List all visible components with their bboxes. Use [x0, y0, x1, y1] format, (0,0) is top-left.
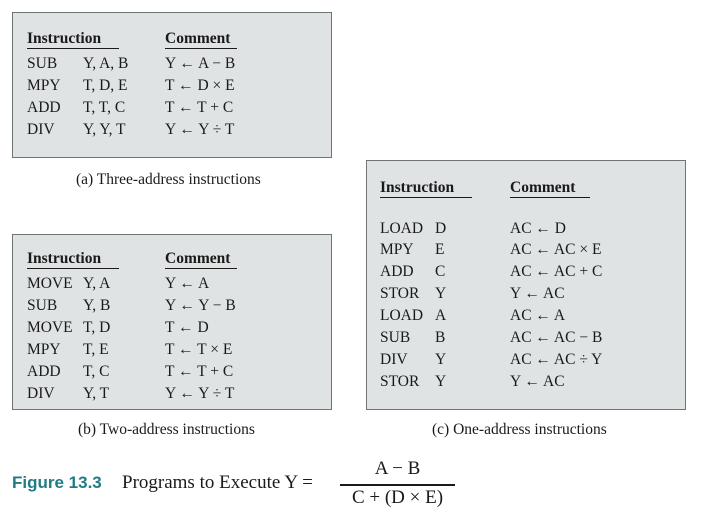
- panel-one-address: [366, 160, 686, 410]
- operands: T, D, E: [83, 77, 128, 94]
- opcode: MPY: [27, 77, 61, 94]
- opcode: SUB: [27, 297, 58, 314]
- operands: T, C: [83, 363, 110, 380]
- operands: D: [435, 220, 447, 237]
- opcode: ADD: [380, 263, 414, 280]
- opcode: DIV: [27, 121, 55, 138]
- comment: AC ← AC ÷ Y: [510, 351, 603, 368]
- header-instruction: Instruction: [380, 179, 455, 196]
- comment: AC ← AC + C: [510, 263, 603, 280]
- operands: E: [435, 241, 445, 258]
- caption-two-address: (b) Two-address instructions: [78, 421, 255, 438]
- figure-text: Programs to Execute Y =: [122, 472, 313, 493]
- header-instruction: Instruction: [27, 250, 102, 267]
- figure-label: Figure 13.3: [12, 473, 102, 492]
- fraction-bar: [340, 484, 455, 486]
- operands: C: [435, 263, 446, 280]
- panel-two-address: [12, 234, 332, 410]
- operands: Y, B: [83, 297, 111, 314]
- comment: Y ← A: [165, 275, 210, 292]
- header-underline: [165, 268, 237, 269]
- comment: Y ← AC: [510, 285, 565, 302]
- header-underline: [380, 197, 472, 198]
- comment: Y ← Y − B: [165, 297, 236, 314]
- opcode: DIV: [380, 351, 408, 368]
- opcode: MOVE: [27, 275, 73, 292]
- opcode: MOVE: [27, 319, 73, 336]
- operands: Y, A, B: [83, 55, 129, 72]
- operands: Y, T: [83, 385, 110, 402]
- panel-three-address: [12, 12, 332, 158]
- opcode: LOAD: [380, 220, 424, 237]
- caption-three-address: (a) Three-address instructions: [76, 171, 261, 188]
- comment: T ← T + C: [165, 363, 234, 380]
- header-comment: Comment: [165, 30, 231, 47]
- header-comment: Comment: [165, 250, 231, 267]
- operands: T, T, C: [83, 99, 126, 116]
- operands: B: [435, 329, 446, 346]
- operands: Y: [435, 373, 447, 390]
- comment: T ← D × E: [165, 77, 235, 94]
- comment: AC ← A: [510, 307, 566, 324]
- operands: Y: [435, 285, 447, 302]
- header-underline: [165, 48, 237, 49]
- header-underline: [27, 268, 119, 269]
- comment: T ← T × E: [165, 341, 233, 358]
- comment: T ← D: [165, 319, 209, 336]
- header-underline: [27, 48, 119, 49]
- comment: AC ← D: [510, 220, 566, 237]
- fraction-denominator: C + (D × E): [351, 487, 444, 508]
- comment: Y ← A − B: [165, 55, 236, 72]
- comment: Y ← Y ÷ T: [165, 385, 235, 402]
- operands: T, E: [83, 341, 109, 358]
- operands: Y, A: [83, 275, 111, 292]
- comment: Y ← AC: [510, 373, 565, 390]
- opcode: MPY: [27, 341, 61, 358]
- fraction-numerator: A − B: [374, 458, 421, 479]
- comment: AC ← AC × E: [510, 241, 602, 258]
- operands: A: [435, 307, 447, 324]
- opcode: STOR: [380, 373, 420, 390]
- opcode: DIV: [27, 385, 55, 402]
- header-comment: Comment: [510, 179, 576, 196]
- comment: Y ← Y ÷ T: [165, 121, 235, 138]
- opcode: LOAD: [380, 307, 424, 324]
- opcode: ADD: [27, 363, 61, 380]
- opcode: STOR: [380, 285, 420, 302]
- opcode: SUB: [380, 329, 411, 346]
- caption-one-address: (c) One-address instructions: [432, 421, 607, 438]
- opcode: SUB: [27, 55, 58, 72]
- operands: Y, Y, T: [83, 121, 126, 138]
- operands: Y: [435, 351, 447, 368]
- comment: T ← T + C: [165, 99, 234, 116]
- header-instruction: Instruction: [27, 30, 102, 47]
- opcode: MPY: [380, 241, 414, 258]
- comment: AC ← AC − B: [510, 329, 603, 346]
- header-underline: [510, 197, 590, 198]
- operands: T, D: [83, 319, 111, 336]
- opcode: ADD: [27, 99, 61, 116]
